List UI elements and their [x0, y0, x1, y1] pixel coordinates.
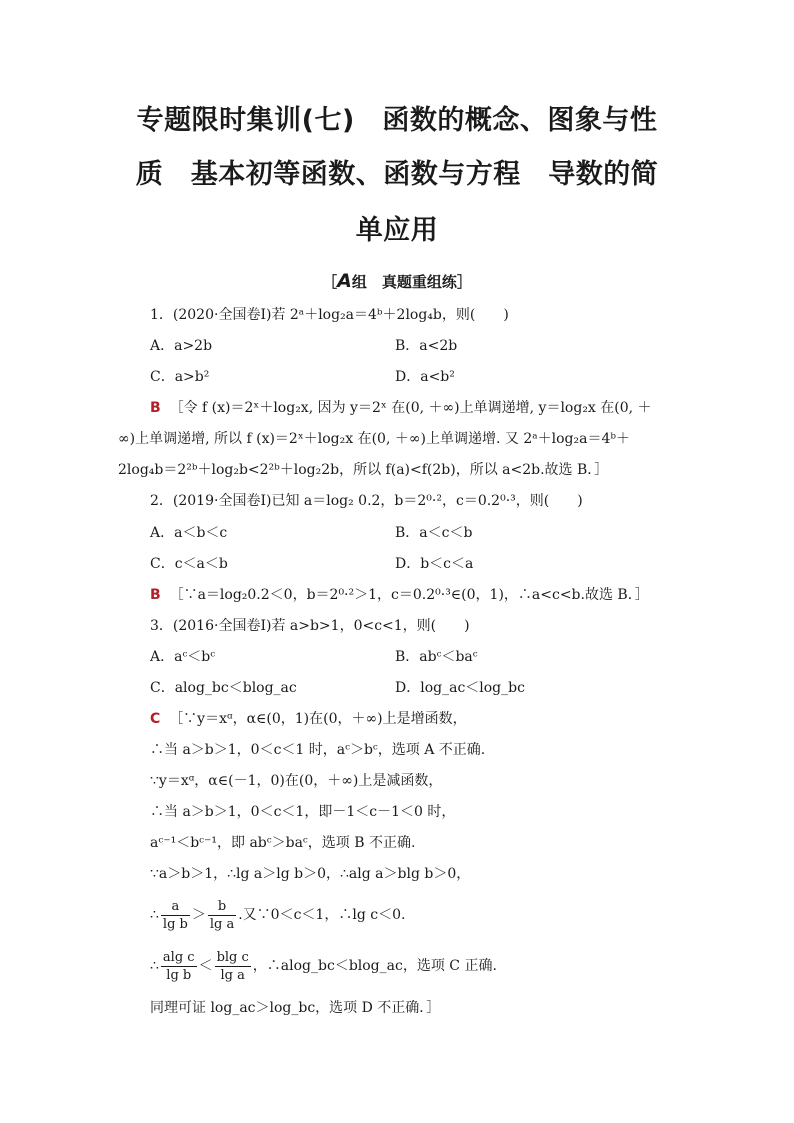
q3-explanation-line-6: ∵a＞b＞1，∴lg a＞lg b＞0，∴alg a＞blg b＞0， — [150, 866, 471, 882]
q3-explanation-line-3: ∵y＝xᵅ，α∈(－1，0)在(0，＋∞)上是减函数， — [150, 773, 443, 789]
fraction-denominator: lg b — [162, 916, 188, 932]
q3-f2-operator: ＜ — [198, 958, 213, 974]
fraction-b-over-lga — [208, 898, 236, 933]
q2-stem: 2．(2019·全国卷Ⅰ)已知 a＝log₂ 0.2，b＝2⁰·²，c＝0.2⁰·³，则( ) — [150, 493, 583, 509]
fraction-numerator: b — [208, 898, 236, 916]
q2-option-a: A．a＜b＜c — [150, 525, 228, 541]
q2-option-b: B．a＜c＜b — [395, 525, 473, 541]
q2-exp-1: ［∵a＝log₂0.2＜0，b＝2⁰·²＞1，c＝0.2⁰·³∈(0，1)，∴a<c<b.故选 B．］ — [169, 587, 649, 603]
fraction-denominator: lg a — [209, 916, 235, 932]
q2-explanation — [150, 585, 649, 605]
q1-answer: B — [150, 400, 161, 416]
fraction-blg-c-over-lga — [215, 949, 251, 984]
q3-option-b: B．abᶜ＜baᶜ — [395, 649, 478, 665]
title-line-3: 单应用 — [355, 215, 439, 246]
title-line-2: 质 基本初等函数、函数与方程 导数的简 — [135, 159, 659, 190]
group-label: 组 真题重组练 — [351, 273, 457, 291]
group-heading — [0, 270, 794, 292]
q1-option-b: B．a<2b — [395, 338, 458, 354]
q3-explanation-line-2: ∴当 a＞b＞1，0＜c＜1 时，aᶜ＞bᶜ，选项 A 不正确. — [150, 742, 486, 758]
fraction-numerator: blg c — [216, 949, 249, 965]
q3-explanation-line-1 — [150, 709, 467, 729]
q1-exp-1: ［令 f (x)＝2ˣ＋log₂x, 因为 y＝2ˣ 在(0, ＋∞)上单调递增, y＝log₂x 在(0, ＋ — [169, 400, 652, 416]
q3-f1-prefix: ∴ — [150, 907, 159, 923]
q3-explanation-line-9: 同理可证 log_ac＞log_bc，选项 D 不正确．］ — [150, 1000, 441, 1016]
q3-option-d: D．log_ac＜log_bc — [395, 680, 525, 696]
q1-explanation-line-3: 2log₄b＝2²ᵇ＋log₂b<2²ᵇ＋log₂2b，所以 f(a)<f(2b)，所以 a<2b.故选 B．］ — [118, 462, 609, 478]
q3-option-c: C．alog_bc＜blog_ac — [150, 680, 297, 696]
title-line-1: 专题限时集训(七) 函数的概念、图象与性 — [136, 105, 658, 136]
q3-explanation-line-5: aᶜ⁻¹＜bᶜ⁻¹，即 abᶜ＞baᶜ，选项 B 不正确. — [150, 835, 416, 851]
group-bracket-open: ［ — [322, 273, 338, 291]
q3-stem: 3．(2016·全国卷Ⅰ)若 a>b>1，0<c<1，则( ) — [150, 618, 470, 634]
fraction-numerator: a — [161, 898, 190, 916]
fraction-a-over-lgb — [161, 898, 190, 933]
q3-explanation-line-4: ∴当 a＞b＞1，0＜c＜1，即－1＜c－1＜0 时， — [150, 804, 456, 820]
fraction-alg-c-over-lgb — [161, 949, 197, 984]
q3-exp-1: ［∵y＝xᵅ，α∈(0，1)在(0，＋∞)上是增函数， — [169, 711, 467, 727]
fraction-denominator: lg b — [166, 967, 192, 983]
q3-f2-suffix: ，∴alog_bc＜blog_ac，选项 C 正确. — [252, 958, 497, 974]
group-bracket-close: ］ — [456, 273, 472, 291]
q1-option-c: C．a>b² — [150, 369, 210, 385]
q2-option-d: D．b＜c＜a — [395, 556, 474, 572]
q2-option-c: C．c＜a＜b — [150, 556, 228, 572]
q1-explanation-line-1 — [150, 398, 652, 418]
q3-answer: C — [150, 711, 161, 727]
q3-explanation-line-8 — [150, 946, 497, 986]
q3-option-a: A．aᶜ＜bᶜ — [150, 649, 216, 665]
fraction-numerator: alg c — [162, 949, 195, 965]
q3-f1-operator: ＞ — [191, 907, 206, 923]
q3-f1-suffix: .又∵0＜c＜1，∴lg c＜0. — [238, 907, 406, 923]
q1-explanation-line-2: ∞)上单调递增, 所以 f (x)＝2ˣ＋log₂x 在(0, ＋∞)上单调递增. 又 2ᵃ＋log₂a＝4ᵇ＋ — [118, 431, 630, 447]
q2-answer: B — [150, 587, 161, 603]
group-letter: A — [337, 270, 352, 292]
q3-explanation-line-7 — [150, 895, 405, 935]
q1-option-a: A．a>2b — [150, 338, 213, 354]
q1-stem: 1．(2020·全国卷Ⅰ)若 2ᵃ＋log₂a＝4ᵇ＋2log₄b，则( ) — [150, 307, 509, 323]
fraction-denominator: lg a — [220, 967, 245, 983]
q1-option-d: D．a<b² — [395, 369, 455, 385]
q3-f2-prefix: ∴ — [150, 958, 159, 974]
